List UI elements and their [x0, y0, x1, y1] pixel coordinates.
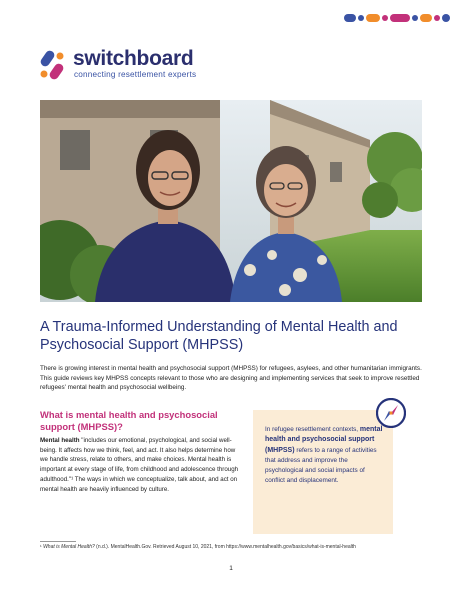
brand-tagline: connecting resettlement experts	[74, 70, 197, 79]
brand-name: switchboard	[73, 47, 194, 70]
callout-pre: In refugee resettlement contexts,	[265, 426, 360, 433]
footnote	[40, 544, 420, 552]
callout-post: refers to a range of activities that address and improve the psychological and social impacts of conflict and displacement.	[265, 446, 377, 485]
two-women-photo	[40, 100, 422, 302]
callout-bold: mental health and psychosocial support (MHPSS)	[265, 426, 383, 454]
footnote-citation: (n.d.). MentalHealth.Gov. Retrieved August 10, 2021, from https://www.mentalhealth.gov/basics/what-is-mental-health	[94, 544, 356, 550]
decorative-dot-pattern	[344, 12, 450, 24]
footnote-marker: ¹	[40, 544, 44, 550]
footnote-rule	[40, 541, 76, 542]
footnote-source-title: What is Mental Health?	[43, 544, 95, 550]
compass-icon	[376, 398, 406, 428]
intro-paragraph: There is growing interest in mental health and psychosocial support (MHPSS) for refugees, asylees, and other humanitarian immigrants. This guide reviews key MHPSS concepts relevant to those who are designing and implementing services that seek to improve resettled refugees' mental health and psychosocial wellbeing.	[40, 365, 422, 392]
switchboard-logo-icon	[40, 50, 64, 80]
hero-photo	[40, 100, 422, 302]
section-body	[40, 436, 240, 494]
callout-text	[265, 425, 385, 487]
body-lead-term: Mental health	[40, 437, 80, 444]
section-heading: What is mental health and psychosocial support (MHPSS)?	[40, 409, 218, 432]
page-number: 1	[229, 565, 233, 572]
body-text: "includes our emotional, psychological, and social well-being. It affects how we think, feel, and act. It also helps determine how we handle stress, relate to others, and make choices. Mental health is important at every stage of life, from childhood and adolescence through adulthood."¹ The ways in which we conceptualize, talk about, and act on mental health are heavily influenced by culture.	[40, 437, 239, 493]
switchboard-logo	[40, 49, 200, 81]
callout-box	[253, 410, 393, 534]
document-title: A Trauma-Informed Understanding of Mental Health and Psychosocial Support (MHPSS)	[40, 319, 398, 353]
